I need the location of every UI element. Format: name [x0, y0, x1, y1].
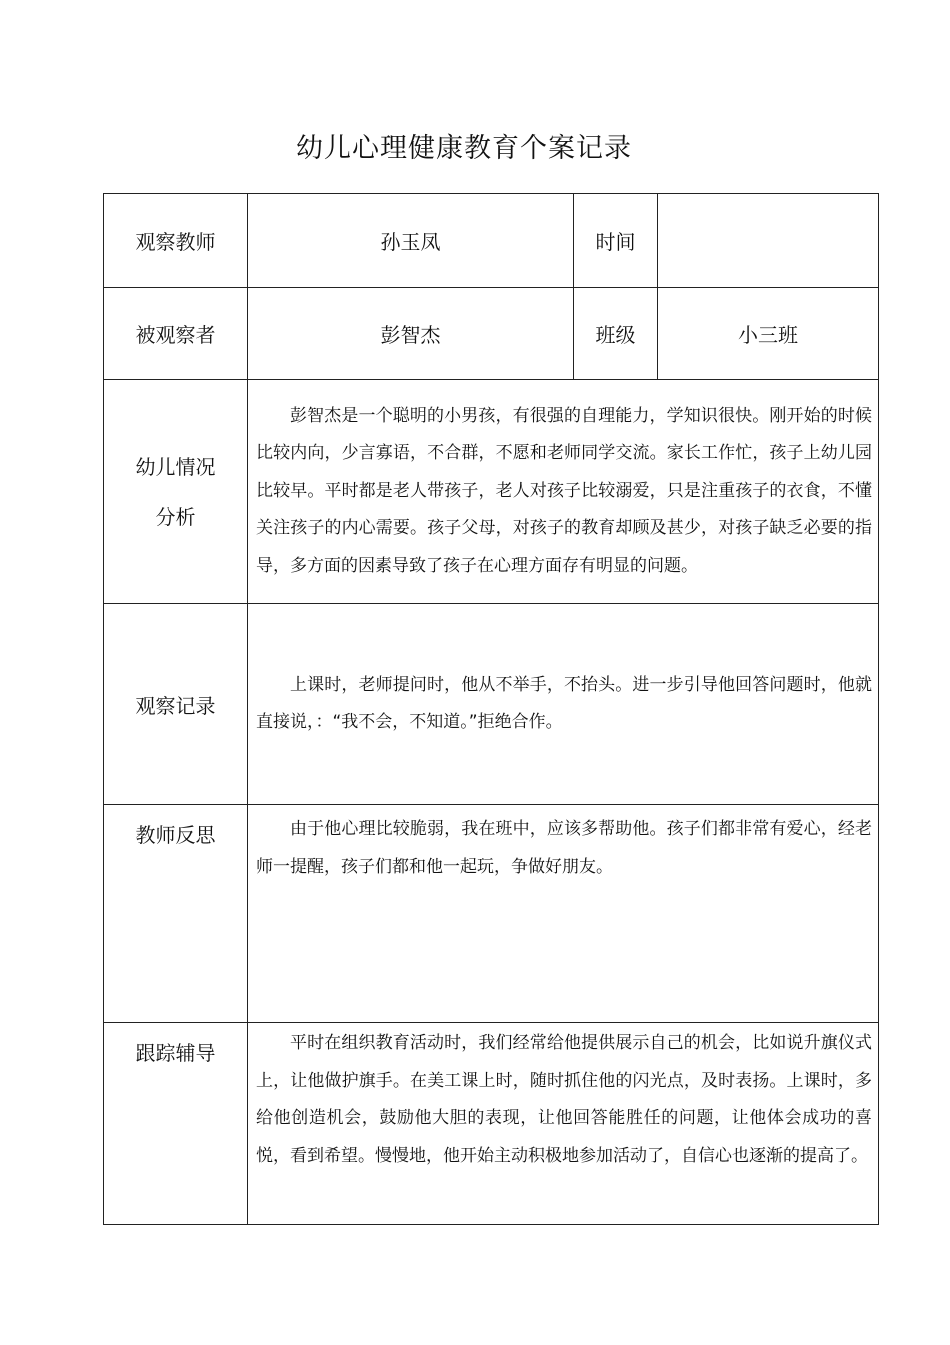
class-label: 班级: [574, 288, 658, 380]
analysis-label: [104, 380, 248, 604]
subject-value: 彭智杰: [248, 288, 574, 380]
teacher-label: 观察教师: [104, 194, 248, 288]
class-value: 小三班: [658, 288, 879, 380]
document-title: 幼儿心理健康教育个案记录: [296, 133, 632, 164]
followup-text: 平时在组织教育活动时，我们经常给他提供展示自己的机会，比如说升旗仪式上，让他做护旗手。在美工课上时，随时抓住他的闪光点，及时表扬。上课时，多给他创造机会，鼓励他大胆的表现，让他回答能胜任的问题，让他体会成功的喜悦，看到希望。慢慢地，他开始主动积极地参加活动了，自信心也逐渐的提高了。: [256, 1033, 872, 1166]
time-label: 时间: [574, 194, 658, 288]
analysis-text: 彭智杰是一个聪明的小男孩，有很强的自理能力，学知识很快。刚开始的时候比较内向，少言寡语，不合群，不愿和老师同学交流。家长工作忙，孩子上幼儿园比较早。平时都是老人带孩子，老人对孩子比较溺爱，只是注重孩子的衣食，不懂关注孩子的内心需要。孩子父母，对孩子的教育却顾及甚少，对孩子缺乏必要的指导，多方面的因素导致了孩子在心理方面存有明显的问题。: [256, 405, 872, 576]
time-value: [658, 194, 879, 288]
reflection-cell: [248, 805, 879, 1023]
table-row: [104, 380, 879, 604]
table-row: [104, 288, 879, 380]
analysis-cell: [248, 380, 879, 604]
table-row: [104, 194, 879, 288]
followup-label: 跟踪辅导: [104, 1023, 248, 1225]
followup-cell: [248, 1023, 879, 1225]
observation-label: 观察记录: [104, 604, 248, 805]
observation-text: 上课时，老师提问时，他从不举手，不抬头。进一步引导他回答问题时，他就直接说，：“我不会，不知道。”拒绝合作。: [256, 674, 872, 732]
table-row: [104, 805, 879, 1023]
analysis-label-line2: 分析: [155, 504, 196, 529]
reflection-text: 由于他心理比较脆弱，我在班中，应该多帮助他。孩子们都非常有爱心，经老师一提醒，孩子们都和他一起玩，争做好朋友。: [256, 819, 872, 877]
subject-label: 被观察者: [104, 288, 248, 380]
reflection-label: 教师反思: [104, 805, 248, 1023]
table-row: [104, 604, 879, 805]
table-row: [104, 1023, 879, 1225]
analysis-label-line1: 幼儿情况: [135, 454, 216, 479]
observation-cell: [248, 604, 879, 805]
case-record-table: [103, 193, 879, 1225]
teacher-value: 孙玉凤: [248, 194, 574, 288]
